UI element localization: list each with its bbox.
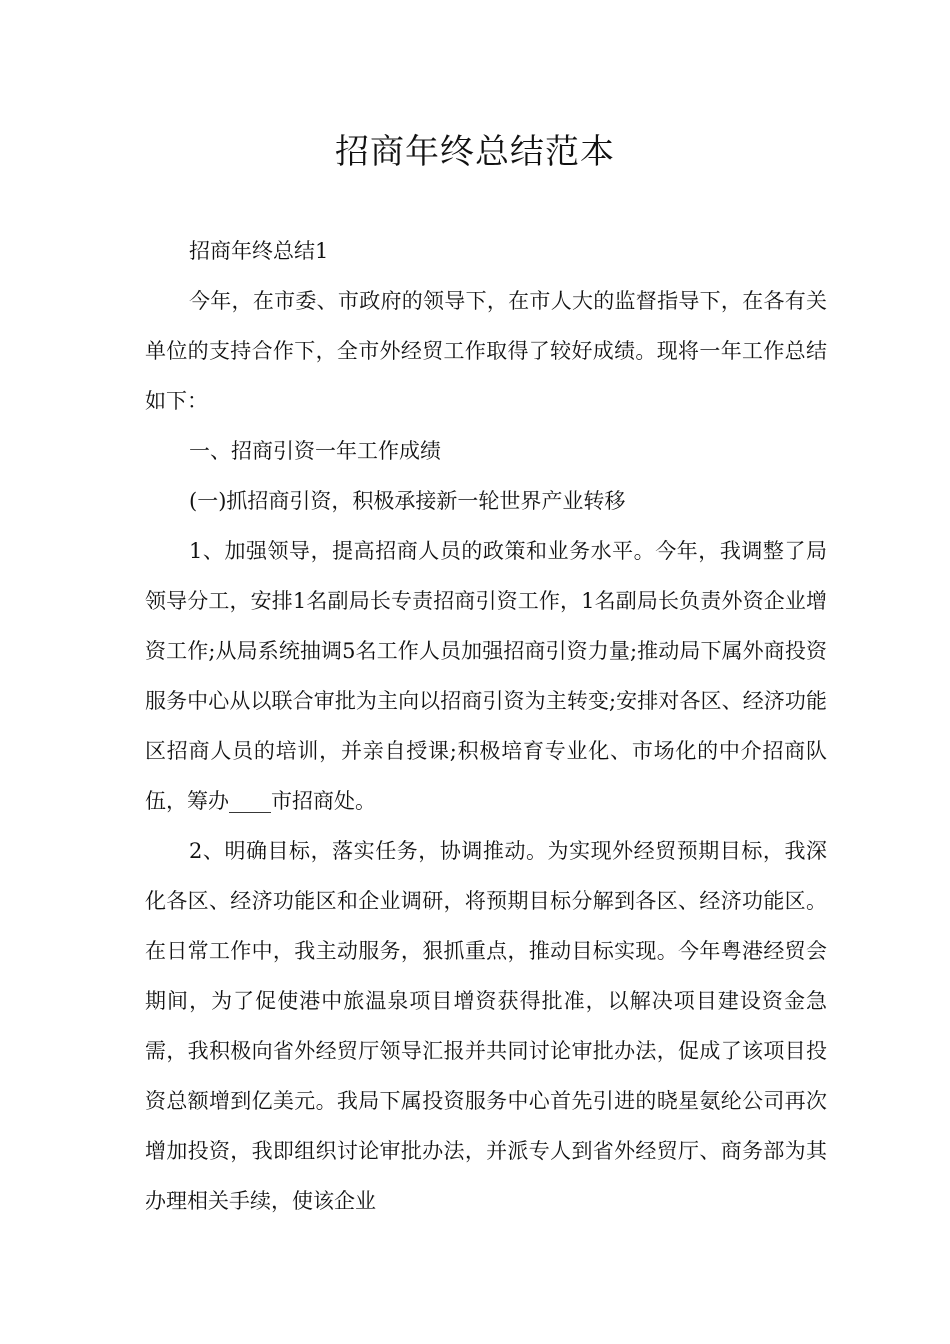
document-title: 招商年终总结范本 bbox=[335, 132, 615, 172]
section-heading-achievements: 一、招商引资一年工作成绩 bbox=[189, 439, 441, 463]
paragraph-heading-1: 招商年终总结1 bbox=[189, 239, 329, 263]
document-body bbox=[145, 226, 827, 1226]
paragraph-item-2: 2、明确目标，落实任务，协调推动。为实现外经贸预期目标，我深化各区、经济功能区和企业调研，将预期目标分解到各区、经济功能区。在日常工作中，我主动服务，狠抓重点，推动目标实现。今年粤港经贸会期间，为了促使港中旅温泉项目增资获得批准，以解决项目建设资金急需，我积极向省外经贸厅领导汇报并共同讨论审批办法，促成了该项目投资总额增到亿美元。我局下属投资服务中心首先引进的晓星氨纶公司再次增加投资，我即组织讨论审批办法，并派专人到省外经贸厅、商务部为其办理相关手续，使该企业 bbox=[145, 839, 827, 1213]
subsection-heading-investment: (一)抓招商引资，积极承接新一轮世界产业转移 bbox=[189, 489, 626, 513]
paragraph-item-1: 1、加强领导，提高招商人员的政策和业务水平。今年，我调整了局领导分工，安排1名副局长专责招商引资工作，1名副局长负责外资企业增资工作;从局系统抽调5名工作人员加强招商引资力量;推动局下属外商投资服务中心从以联合审批为主向以招商引资为主转变;安排对各区、经济功能区招商人员的培训，并亲自授课;积极培育专业化、市场化的中介招商队伍，筹办____市招商处。 bbox=[145, 539, 827, 813]
paragraph-intro: 今年，在市委、市政府的领导下，在市人大的监督指导下，在各有关单位的支持合作下，全市外经贸工作取得了较好成绩。现将一年工作总结如下： bbox=[145, 289, 827, 413]
